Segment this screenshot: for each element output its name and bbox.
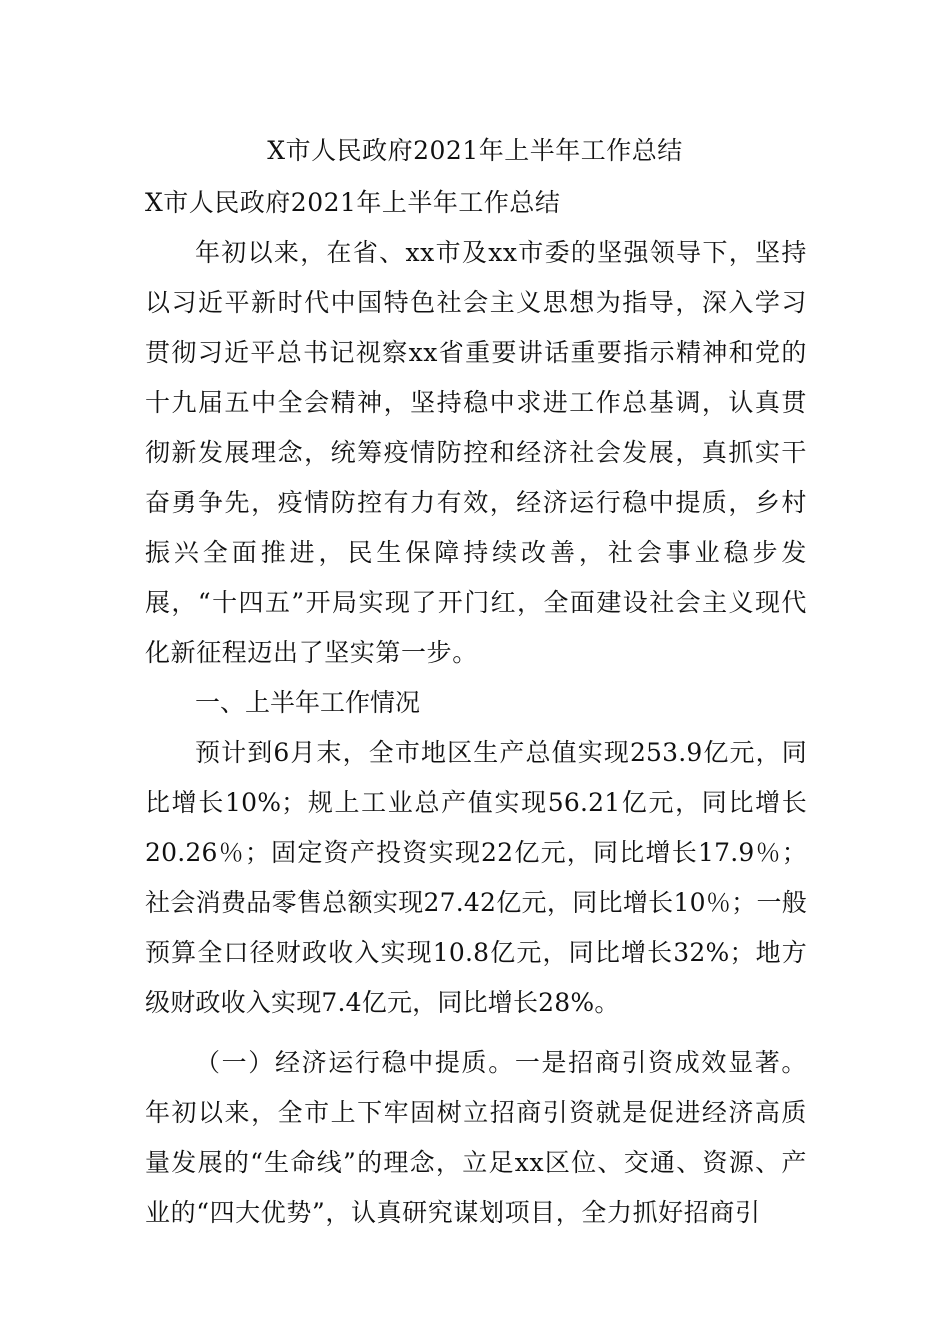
document-body [145,178,807,1238]
economy-subsection-paragraph: （一）经济运行稳中提质。一是招商引资成效显著。年初以来，全市上下牢固树立招商引资就是促进经济高质量发展的“生命线”的理念，立足xx区位、交通、资源、产业的“四大优势”，认真研究谋划项目，全力抓好招商引 [145,1048,807,1227]
statistics-paragraph: 预计到6月末，全市地区生产总值实现253.9亿元，同比增长10%；规上工业总产值实现56.21亿元，同比增长20.26％；固定资产投资实现22亿元，同比增长17.9％；社会消费品零售总额实现27.42亿元，同比增长10％；一般预算全口径财政收入实现10.8亿元，同比增长32%；地方级财政收入实现7.4亿元，同比增长28%。 [145,738,807,1017]
paragraph-spacer [145,1028,807,1038]
document-title: X市人民政府2021年上半年工作总结 [267,136,683,165]
document-subtitle: X市人民政府2021年上半年工作总结 [145,188,561,217]
intro-paragraph: 年初以来，在省、xx市及xx市委的坚强领导下，坚持以习近平新时代中国特色社会主义思想为指导，深入学习贯彻习近平总书记视察xx省重要讲话重要指示精神和党的十九届五中全会精神，坚持稳中求进工作总基调，认真贯彻新发展理念，统筹疫情防控和经济社会发展，真抓实干奋勇争先，疫情防控有力有效，经济运行稳中提质，乡村振兴全面推进，民生保障持续改善，社会事业稳步发展，“十四五”开局实现了开门红，全面建设社会主义现代化新征程迈出了坚实第一步。 [145,238,807,667]
section-heading-work-status: 一、上半年工作情况 [195,688,421,717]
